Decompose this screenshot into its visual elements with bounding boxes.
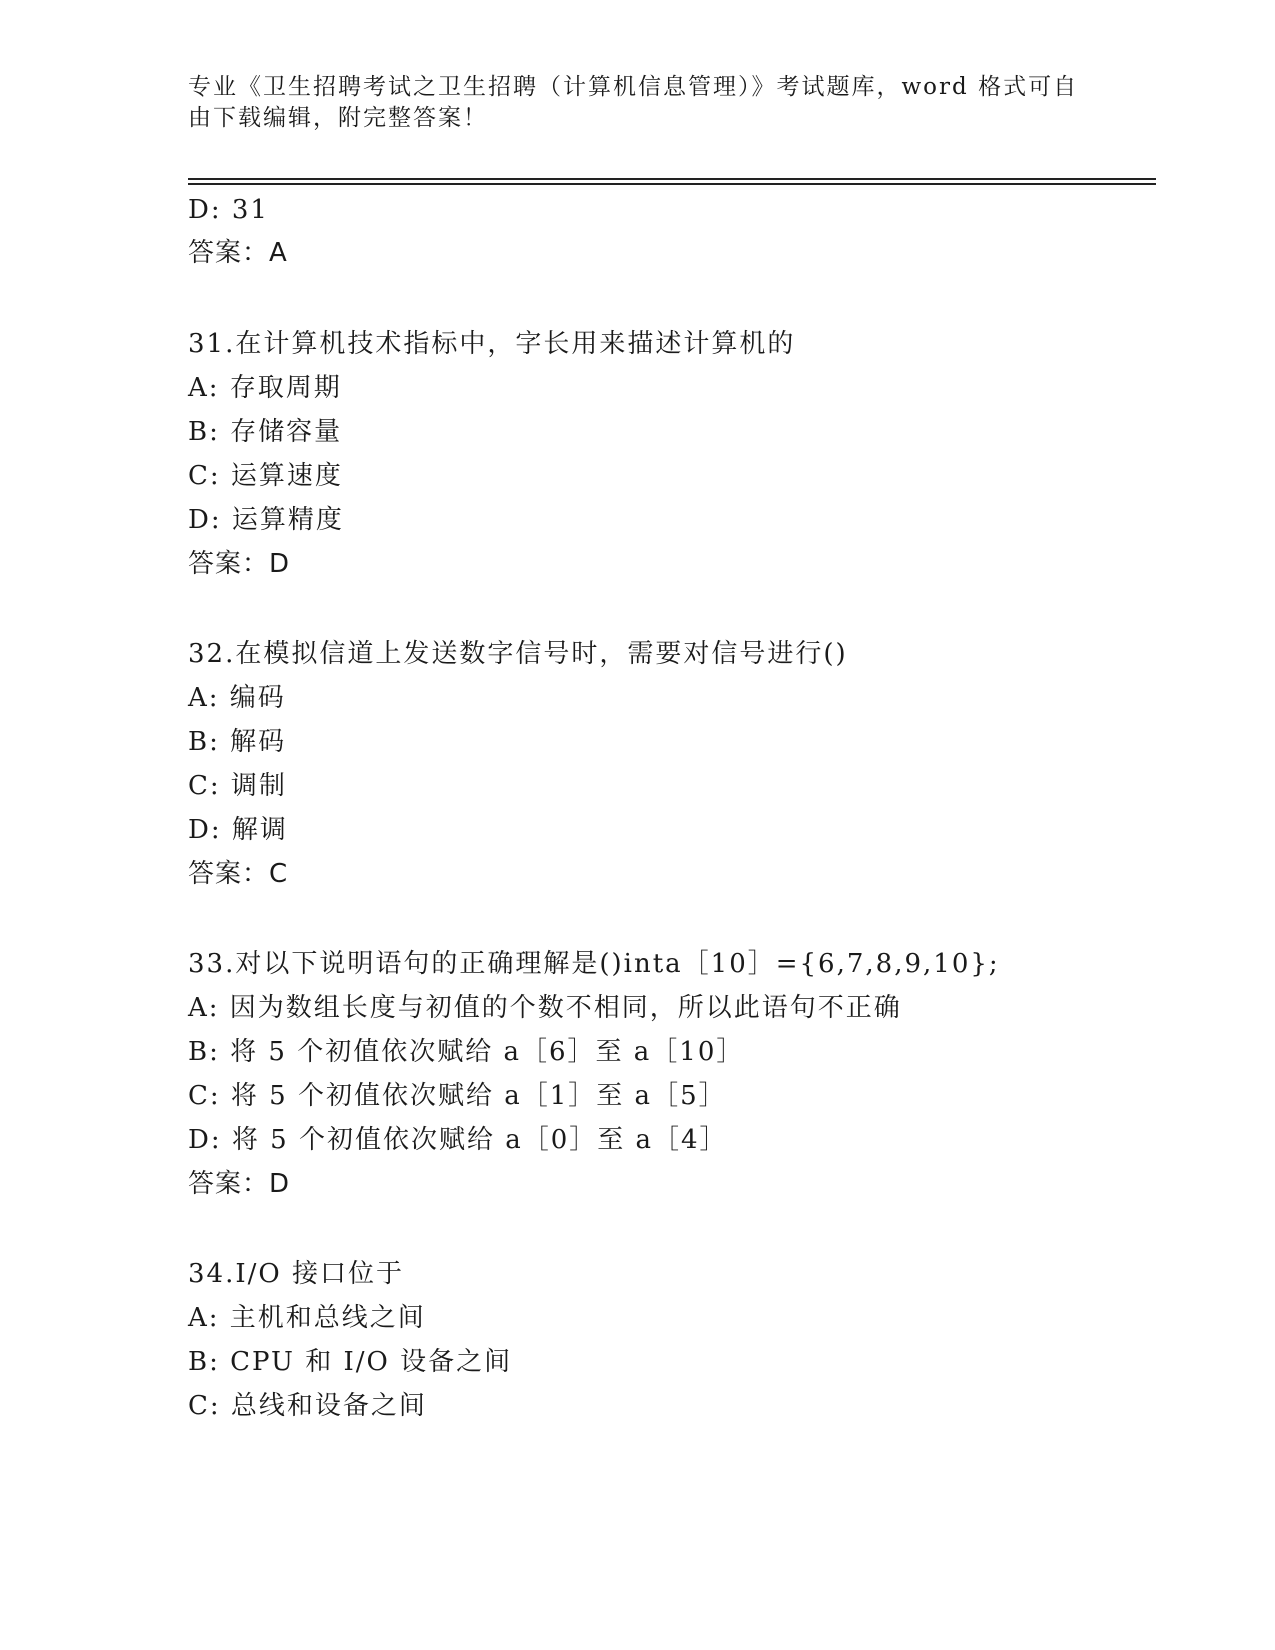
option-a: A: 因为数组长度与初值的个数不相同，所以此语句不正确 xyxy=(188,993,902,1023)
option-c: C: 总线和设备之间 xyxy=(188,1391,427,1421)
option-d: D: 将 5 个初值依次赋给 a［0］至 a［4］ xyxy=(188,1125,728,1155)
option-b: B: 存储容量 xyxy=(188,417,343,447)
answer-label: 答案：D xyxy=(188,549,291,579)
question-stem-34: 34.I/O 接口位于 xyxy=(188,1259,404,1289)
question-stem-33: 33.对以下说明语句的正确理解是()inta［10］={6,7,8,9,10}; xyxy=(188,949,1000,979)
option-d: D: 31 xyxy=(188,195,269,225)
option-c: C: 将 5 个初值依次赋给 a［1］至 a［5］ xyxy=(188,1081,727,1111)
option-d: D: 解调 xyxy=(188,815,288,845)
document-header xyxy=(188,72,1088,134)
option-c: C: 调制 xyxy=(188,771,287,801)
answer-label: 答案：C xyxy=(188,859,289,889)
answer-label: 答案：A xyxy=(188,238,288,268)
header-line-2: 由下载编辑，附完整答案！ xyxy=(188,105,488,131)
option-b: B: 将 5 个初值依次赋给 a［6］至 a［10］ xyxy=(188,1037,745,1067)
option-a: A: 主机和总线之间 xyxy=(188,1303,426,1333)
answer-label: 答案：D xyxy=(188,1169,291,1199)
option-b: B: 解码 xyxy=(188,727,287,757)
header-divider-bottom xyxy=(188,183,1156,185)
option-d: D: 运算精度 xyxy=(188,505,344,535)
header-divider-top xyxy=(188,178,1156,180)
option-b: B: CPU 和 I/O 设备之间 xyxy=(188,1347,513,1377)
option-a: A: 编码 xyxy=(188,683,286,713)
header-line-1: 专业《卫生招聘考试之卫生招聘（计算机信息管理）》考试题库，word 格式可自 xyxy=(188,74,1079,100)
question-stem-31: 31.在计算机技术指标中，字长用来描述计算机的 xyxy=(188,329,796,359)
option-c: C: 运算速度 xyxy=(188,461,343,491)
question-stem-32: 32.在模拟信道上发送数字信号时，需要对信号进行() xyxy=(188,639,848,669)
option-a: A: 存取周期 xyxy=(188,373,342,403)
